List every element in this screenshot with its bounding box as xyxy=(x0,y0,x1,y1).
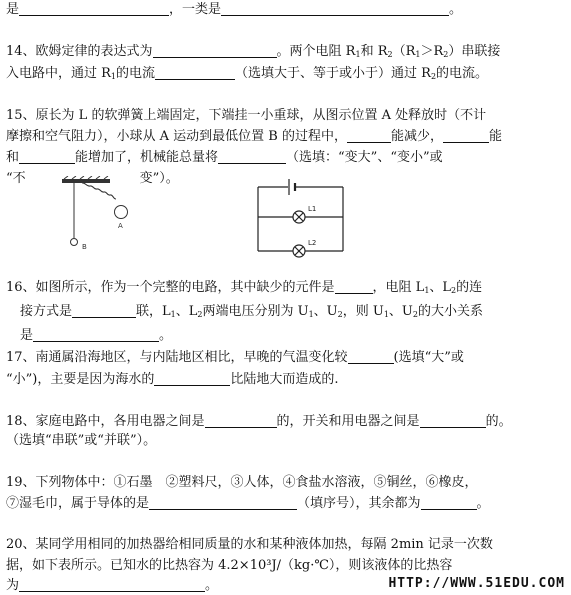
text: 的连 xyxy=(456,280,483,295)
coil-spring xyxy=(82,183,116,199)
text: ＞R xyxy=(420,44,444,59)
ceiling-hatch xyxy=(64,176,108,179)
text: 、L xyxy=(429,280,452,295)
subscript: 2 xyxy=(387,50,393,59)
text: 能减少， xyxy=(390,129,443,144)
text: 。 xyxy=(159,328,173,343)
answer-blank[interactable] xyxy=(72,304,136,318)
text: 是 xyxy=(20,328,34,343)
q16-line2 xyxy=(20,304,483,323)
answer-blank[interactable] xyxy=(348,350,394,364)
text: （选填“串联”或“并联”）。 xyxy=(6,433,157,448)
answer-blank[interactable] xyxy=(420,414,486,428)
q20-line2 xyxy=(6,558,452,574)
text: 和 xyxy=(6,150,20,165)
answer-blank[interactable] xyxy=(19,2,169,16)
text: 和 R xyxy=(360,44,388,59)
text: 据，如下表所示。已知水的比热容为 4.2×10³J/（kg·℃），则该液体的比热容 xyxy=(6,558,453,573)
text: 的大小关系 xyxy=(417,304,483,319)
subscript: 1 xyxy=(308,310,314,319)
answer-blank[interactable] xyxy=(443,129,489,143)
label-a: A xyxy=(118,222,123,230)
answer-blank[interactable] xyxy=(19,150,75,164)
q15-line2 xyxy=(6,129,502,145)
q17-line2 xyxy=(6,372,339,388)
answer-blank[interactable] xyxy=(347,129,391,143)
subscript: 1 xyxy=(383,310,389,319)
text: 。两个电阻 R xyxy=(276,44,356,59)
answer-blank[interactable] xyxy=(153,44,277,58)
answer-blank[interactable] xyxy=(19,578,205,592)
q15-line3 xyxy=(6,150,443,166)
q18-line2 xyxy=(6,433,156,449)
answer-blank[interactable] xyxy=(205,414,277,428)
text: 、U xyxy=(388,304,413,319)
text: 接方式是 xyxy=(20,304,73,319)
text: 的电流 xyxy=(116,66,156,81)
site-url: HTTP://WWW.51EDU.COM xyxy=(388,576,565,591)
q17-line1 xyxy=(6,350,464,366)
text: 、U xyxy=(313,304,338,319)
subscript: 1 xyxy=(355,50,361,59)
text: 18、家庭电路中，各用电器之间是 xyxy=(6,414,205,429)
subscript: 2 xyxy=(197,310,203,319)
text: ，电阻 L xyxy=(372,280,425,295)
label-b: B xyxy=(82,243,87,251)
text: 。 xyxy=(205,578,219,593)
q20-line1 xyxy=(6,537,493,553)
text: 联，L xyxy=(136,304,171,319)
text: 是 xyxy=(6,2,20,17)
q15-line1 xyxy=(6,108,486,124)
q20-line3 xyxy=(6,578,218,594)
answer-blank[interactable] xyxy=(221,2,449,16)
subscript: 2 xyxy=(430,72,437,81)
q19-line2 xyxy=(6,496,490,512)
text: 14、欧姆定律的表达式为 xyxy=(6,44,153,59)
circuit-diagram xyxy=(248,175,358,261)
text: （填序号），其余都为 xyxy=(297,496,421,511)
q16-line3 xyxy=(20,328,172,344)
answer-blank[interactable] xyxy=(421,496,477,510)
text: ，一类是 xyxy=(169,2,222,17)
ceiling-bar xyxy=(62,179,110,183)
text: 的电流。 xyxy=(436,66,489,81)
answer-blank[interactable] xyxy=(335,280,373,294)
text: 能 xyxy=(489,129,503,144)
q14-line2 xyxy=(6,66,488,85)
text: （选填：“变大”、“变小”或 xyxy=(286,150,443,165)
q19-line1 xyxy=(6,475,478,491)
subscript: 2 xyxy=(443,50,449,59)
text: 比陆地大而造成的. xyxy=(230,372,339,387)
text: 。 xyxy=(449,2,463,17)
answer-blank[interactable] xyxy=(155,66,235,80)
text: 20、某同学用相同的加热器给相同质量的水和某种液体加热，每隔 2min 记录一次数 xyxy=(6,537,493,552)
text: 、L xyxy=(175,304,198,319)
text: “小”)，主要是因为海水的 xyxy=(6,372,155,387)
text: “不 xyxy=(6,171,26,186)
text: ）串联接 xyxy=(448,44,501,59)
text: 的，开关和用电器之间是 xyxy=(276,414,420,429)
subscript: 2 xyxy=(337,310,343,319)
subscript: 2 xyxy=(451,286,457,295)
text: 。 xyxy=(476,496,490,511)
q16-line1 xyxy=(6,280,482,299)
text: 能增加了，机械能总量将 xyxy=(75,150,219,165)
answer-blank[interactable] xyxy=(33,328,159,342)
text: 的。 xyxy=(485,414,512,429)
subscript: 2 xyxy=(412,310,418,319)
label-l2: L2 xyxy=(308,239,317,247)
ball-a xyxy=(115,206,128,219)
spring-pendulum-figure xyxy=(60,176,150,258)
label-l1: L1 xyxy=(308,205,317,213)
answer-blank[interactable] xyxy=(218,150,286,164)
text: 入电路中，通过 R xyxy=(6,66,111,81)
q18-line1 xyxy=(6,414,512,430)
answer-blank[interactable] xyxy=(154,372,230,386)
text: 两端电压分别为 U xyxy=(202,304,309,319)
subscript: 1 xyxy=(110,72,117,81)
text: ⑦湿毛巾，属于导体的是 xyxy=(6,496,150,511)
subscript: 1 xyxy=(415,50,421,59)
text: 16、如图所示，作为一个完整的电路，其中缺少的元件是 xyxy=(6,280,335,295)
top-line xyxy=(6,2,462,18)
text: 17、南通属沿海地区，与内陆地区相比，早晚的气温变化较 xyxy=(6,350,348,365)
q14-line1 xyxy=(6,44,500,63)
text: （选填大于、等于或小于）通过 R xyxy=(235,66,431,81)
subscript: 1 xyxy=(170,310,176,319)
text: (选填“大”或 xyxy=(393,350,464,365)
text: 摩擦和空气阻力），小球从 A 运动到最低位置 B 的过程中， xyxy=(6,129,347,144)
text: 15、原长为 L 的软弹簧上端固定，下端挂一小重球，从图示位置 A 处释放时（不计 xyxy=(6,108,487,123)
subscript: 1 xyxy=(424,286,430,295)
text: 为 xyxy=(6,578,20,593)
answer-blank[interactable] xyxy=(149,496,297,510)
text: 变”）。 xyxy=(139,171,179,186)
text: ，则 U xyxy=(342,304,384,319)
text: （R xyxy=(392,44,416,59)
text: 19、下列物体中：①石墨 ②塑料尺，③人体，④食盐水溶液，⑤铜丝，⑥橡皮， xyxy=(6,475,478,490)
ball-b xyxy=(71,239,78,246)
